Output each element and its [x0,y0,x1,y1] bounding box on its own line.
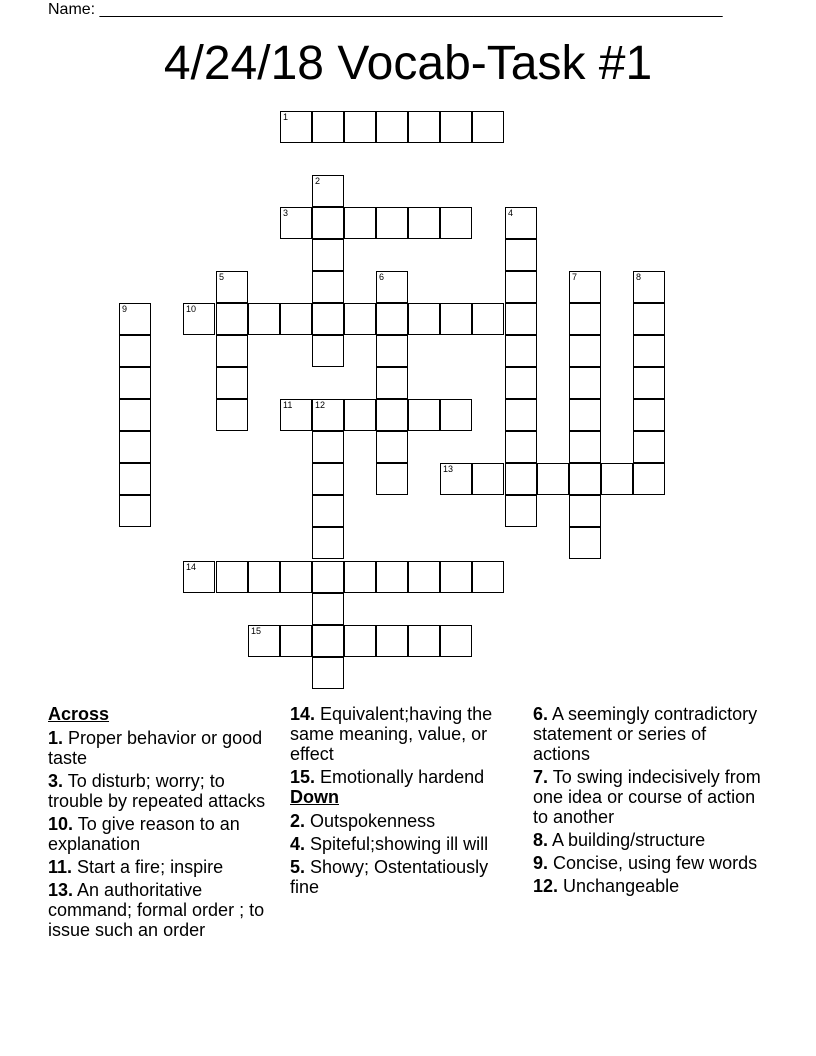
grid-cell[interactable] [505,367,537,399]
grid-cell[interactable] [376,303,408,335]
grid-cell[interactable] [119,335,151,367]
grid-cell[interactable] [312,625,344,657]
clue-column-1 [48,704,278,943]
grid-cell[interactable] [216,367,248,399]
grid-cell[interactable] [440,207,472,239]
grid-cell[interactable] [440,111,472,143]
cell-number: 10 [186,304,197,314]
clue-number: 9. [533,853,549,873]
clue-text: Spiteful;showing ill will [305,834,489,854]
clue-text: To give reason to an explanation [48,814,240,854]
name-label: Name: [48,1,100,18]
grid-cell[interactable] [280,625,312,657]
cell-number: 1 [283,112,289,122]
down-heading: Down [290,787,339,807]
clue-number: 10. [48,814,74,834]
grid-cell[interactable] [376,111,408,143]
grid-cell[interactable] [344,111,376,143]
grid-cell[interactable] [505,335,537,367]
grid-cell[interactable] [376,335,408,367]
grid-cell[interactable] [248,303,280,335]
clue-item [533,704,768,764]
grid-cell[interactable] [312,463,344,495]
grid-cell[interactable] [633,431,665,463]
clue-item [533,853,768,873]
grid-cell[interactable] [569,367,601,399]
grid-cell[interactable] [472,303,504,335]
grid-cell[interactable] [408,207,440,239]
grid-cell[interactable] [344,625,376,657]
grid-cell[interactable] [344,303,376,335]
cell-number: 4 [508,208,514,218]
clue-column-3 [533,704,768,899]
grid-cell[interactable] [312,399,344,431]
cell-number: 7 [572,272,578,282]
grid-cell[interactable] [537,463,569,495]
grid-cell[interactable] [312,593,344,625]
grid-cell[interactable] [408,111,440,143]
cell-number: 9 [122,304,128,314]
clue-number: 2. [290,811,306,831]
grid-cell[interactable] [280,111,312,143]
clue-number: 12. [533,876,559,896]
clue-text: To disturb; worry; to trouble by repeated attacks [48,771,266,811]
grid-cell[interactable] [312,207,344,239]
grid-cell[interactable] [280,399,312,431]
clue-number: 6. [533,704,549,724]
grid-cell[interactable] [344,207,376,239]
grid-cell[interactable] [440,463,472,495]
grid-cell[interactable] [440,625,472,657]
clue-item [48,857,278,877]
grid-cell[interactable] [440,561,472,593]
cell-number: 12 [315,400,326,410]
grid-cell[interactable] [280,303,312,335]
grid-cell[interactable] [505,271,537,303]
clue-text: Equivalent;having the same meaning, value, or effect [290,704,493,764]
grid-cell[interactable] [216,561,248,593]
clue-item [533,876,768,896]
grid-cell[interactable] [376,431,408,463]
grid-cell[interactable] [312,335,344,367]
clue-text: A seemingly contradictory statement or series of actions [533,704,758,764]
clue-number: 15. [290,767,316,787]
grid-cell[interactable] [633,335,665,367]
grid-cell[interactable] [312,495,344,527]
clue-number: 5. [290,857,306,877]
grid-cell[interactable] [633,399,665,431]
clue-number: 4. [290,834,306,854]
grid-cell[interactable] [248,561,280,593]
grid-cell[interactable] [312,111,344,143]
grid-cell[interactable] [505,303,537,335]
clue-number: 14. [290,704,316,724]
grid-cell[interactable] [216,303,248,335]
grid-cell[interactable] [312,431,344,463]
clue-text: Proper behavior or good taste [48,728,263,768]
clue-number: 1. [48,728,64,748]
grid-cell[interactable] [344,399,376,431]
grid-cell[interactable] [440,303,472,335]
clue-item [48,728,278,768]
grid-cell[interactable] [569,271,601,303]
grid-cell[interactable] [569,303,601,335]
grid-cell[interactable] [312,175,344,207]
clue-item [290,811,520,831]
grid-cell[interactable] [472,561,504,593]
grid-cell[interactable] [248,625,280,657]
grid-cell[interactable] [408,561,440,593]
clue-item [533,830,768,850]
grid-cell[interactable] [119,463,151,495]
grid-cell[interactable] [376,271,408,303]
clue-number: 3. [48,771,64,791]
cell-number: 5 [219,272,225,282]
clue-text: Emotionally hardend [315,767,485,787]
clue-text: Start a fire; inspire [72,857,224,877]
grid-cell[interactable] [216,399,248,431]
grid-cell[interactable] [440,399,472,431]
clue-text: A building/structure [548,830,706,850]
grid-cell[interactable] [569,463,601,495]
cell-number: 6 [379,272,385,282]
grid-cell[interactable] [376,399,408,431]
grid-cell[interactable] [633,271,665,303]
grid-cell[interactable] [280,561,312,593]
grid-cell[interactable] [472,463,504,495]
clue-text: Concise, using few words [548,853,758,873]
grid-cell[interactable] [312,561,344,593]
grid-cell[interactable] [569,495,601,527]
grid-cell[interactable] [280,207,312,239]
grid-cell[interactable] [312,271,344,303]
grid-cell[interactable] [633,367,665,399]
clue-column-2 [290,704,520,900]
clue-number: 8. [533,830,549,850]
clue-text: Unchangeable [558,876,680,896]
grid-cell[interactable] [344,561,376,593]
clue-text: Showy; Ostentatiously fine [290,857,489,897]
grid-cell[interactable] [376,625,408,657]
cell-number: 15 [251,626,262,636]
grid-cell[interactable] [119,367,151,399]
clue-text: To swing indecisively from one idea or course of action to another [533,767,761,827]
clue-item [48,814,278,854]
grid-cell[interactable] [119,303,151,335]
grid-cell[interactable] [216,335,248,367]
grid-cell[interactable] [505,399,537,431]
clue-item [290,704,520,764]
cell-number: 13 [443,464,454,474]
clue-text: Outspokenness [305,811,436,831]
clue-item [48,771,278,811]
cell-number: 8 [636,272,642,282]
grid-cell[interactable] [216,271,248,303]
grid-cell[interactable] [376,367,408,399]
grid-cell[interactable] [569,527,601,559]
page-title: 4/24/18 Vocab-Task #1 [163,37,653,90]
name-blank[interactable]: ______________________________________________________________________ [99,1,723,18]
grid-cell[interactable] [119,495,151,527]
grid-cell[interactable] [505,431,537,463]
grid-cell[interactable] [633,303,665,335]
grid-cell[interactable] [505,495,537,527]
grid-cell[interactable] [505,463,537,495]
grid-cell[interactable] [408,399,440,431]
grid-cell[interactable] [505,239,537,271]
grid-cell[interactable] [183,561,215,593]
clue-number: 7. [533,767,549,787]
clue-item [48,880,278,940]
cell-number: 2 [315,176,321,186]
grid-cell[interactable] [183,303,215,335]
clue-item [533,767,768,827]
grid-cell[interactable] [408,303,440,335]
grid-cell[interactable] [633,463,665,495]
grid-cell[interactable] [569,399,601,431]
clue-number: 11. [48,857,73,877]
grid-cell[interactable] [505,207,537,239]
grid-cell[interactable] [312,239,344,271]
grid-cell[interactable] [472,111,504,143]
cell-number: 11 [283,400,293,410]
grid-cell[interactable] [312,657,344,689]
clue-item [290,767,520,787]
grid-cell[interactable] [569,335,601,367]
across-heading: Across [48,704,110,724]
grid-cell[interactable] [376,207,408,239]
cell-number: 3 [283,208,289,218]
grid-cell[interactable] [601,463,633,495]
grid-cell[interactable] [119,431,151,463]
clue-text: An authoritative command; formal order ; to issue such an order [48,880,265,940]
clue-number: 13. [48,880,74,900]
grid-cell[interactable] [312,303,344,335]
cell-number: 14 [186,562,197,572]
grid-cell[interactable] [312,527,344,559]
grid-cell[interactable] [376,561,408,593]
clue-item [290,834,520,854]
grid-cell[interactable] [119,399,151,431]
grid-cell[interactable] [376,463,408,495]
grid-cell[interactable] [569,431,601,463]
grid-cell[interactable] [408,625,440,657]
clue-item [290,857,520,897]
